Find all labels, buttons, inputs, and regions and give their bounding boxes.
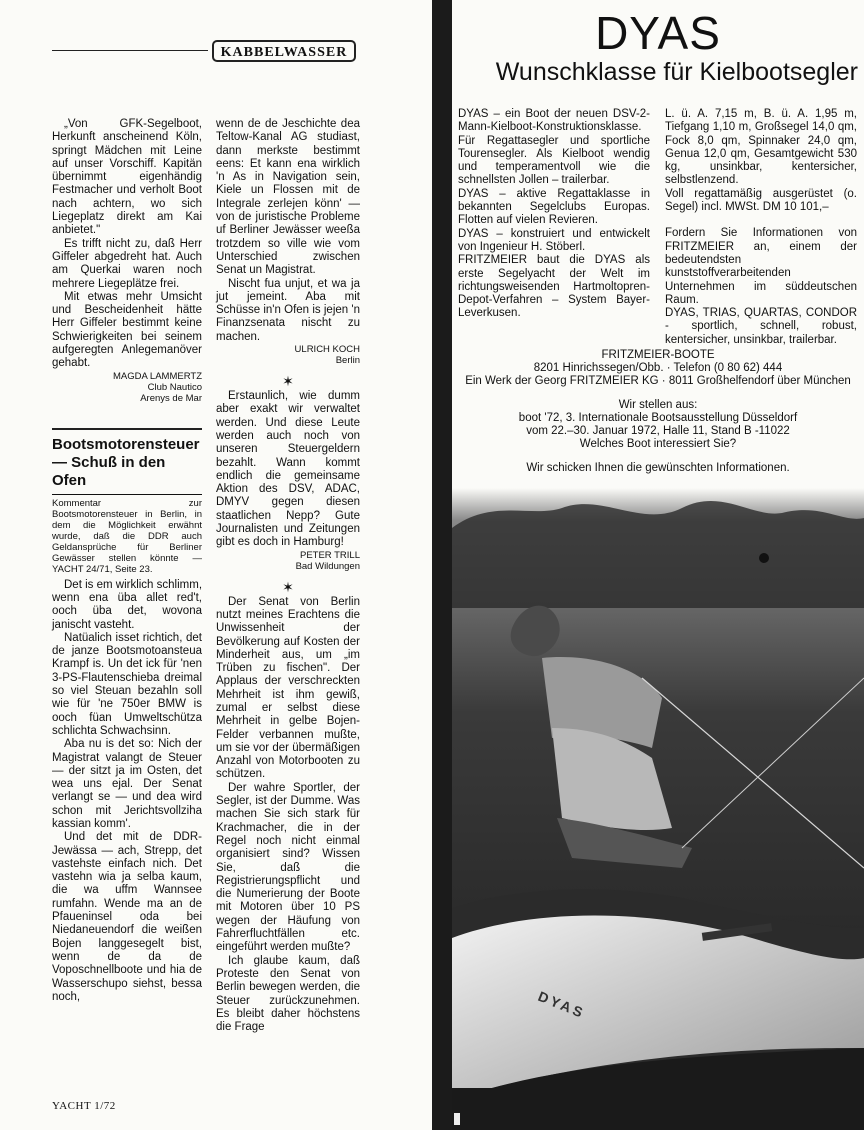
section-label: KABBELWASSER (212, 40, 356, 62)
paragraph: Erstaunlich, wie dumm aber exakt wir verwaltet werden. Und diese Leute werden auch noch von unseren Steuergeldern bezahlt. Wann kommt endlich die gemeinsame Aktion des DSV, ADAC, DMYV gegen diesen staatlichen Nepp? Gute Journalisten und Zeitungen gibt es doch in Hamburg! (216, 390, 360, 549)
separator-star: ✶ (282, 373, 294, 390)
ad-paragraph: DYAS – aktive Regattaklasse in bekannten Segelclubs Europas. Flotten auf vielen Revieren. (458, 187, 650, 227)
sailing-photo-graphic (452, 488, 864, 1130)
paragraph: Der Senat von Berlin nutzt meines Erachtens die Unwissenheit der Bevölkerung auf Kosten der Minderheit aus, um „im Trüben zu fischen". Der Applaus der verschreckten Mehrheit ist ihm gewiß, zumal er selbst diese Mehrheit in gelbe Bojen-Felder verbannen mußte, um sie vor der übermäßigen Anzahl von Motorbooten zu schützen. (216, 595, 360, 781)
page-folio: YACHT 1/72 (52, 1100, 116, 1112)
page-gutter (432, 0, 452, 1130)
signature (216, 344, 360, 366)
company-name: FRITZMEIER-BOOTE (601, 349, 715, 361)
signature-line: Berlin (335, 355, 360, 367)
show-heading: Wir stellen aus: (618, 399, 698, 411)
article-intro: Kommentar zur Bootsmotorensteuer in Berlin, in dem die Möglichkeit erwähnt wurde, daß die DDR auch Geldansprüche für Berliner Gewässer stellen könnte — YACHT 24/71, Seite 23. (52, 494, 202, 575)
paragraph: „Von GFK-Segelboot, Herkunft anscheinend Köln, springt Mädchen mit Leine auf unser Vorschiff. Kapitän übernimmt eigenhändig Festmacher und verholt Boot nach achtern, wo sich Liegeplatz direkt am Kai anbietet." (52, 118, 202, 237)
ad-paragraph: Fordern Sie Informationen von FRITZMEIER an, einem der bedeutendsten kunststoffverarbeitenden Unternehmen im süddeutschen Raum. (665, 227, 857, 306)
ad-paragraph: DYAS – konstruiert und entwickelt von Ingenieur H. Stöberl. (458, 227, 650, 253)
show-name: boot '72, 3. Internationale Bootsausstellung Düsseldorf (518, 412, 798, 424)
signature-name: MAGDA LAMMERTZ (112, 370, 202, 382)
company-group: Ein Werk der Georg FRITZMEIER KG · 8011 Großhelfendorf über München (465, 375, 851, 387)
left-column-1 (52, 118, 202, 1004)
left-column-2 (216, 118, 360, 1034)
ad-paragraph: FRITZMEIER baut die DYAS als erste Segelyacht der Welt im richtungsweisenden Hartmoltopren-Depot-Verfahren – System Bayer-Leverkusen. (458, 254, 650, 320)
ad-paragraph: L. ü. A. 7,15 m, B. ü. A. 1,95 m, Tiefgang 1,10 m, Großsegel 14,0 qm, Fock 8,0 qm, Spinnaker 24,0 qm, Genua 12,0 qm, Gesamtgewicht 530 kg, unsinkbar, kentersicher, selbstlenzend. (665, 108, 857, 187)
paragraph: Und det mit de DDR-Jewässa — ach, Strepp, det vastehste einfach nich. Det vastehn wia ja selba kaum, die wa uffm Wannsee rumfahn. Wende ma an de Pfaueninsel oda bei Niedaneuendorf die weißen Bojen langgesegelt bist, wenn de da de Voposchnellboote und hia de Wasserschupo siehst, bessa noch, (52, 831, 202, 1003)
paragraph: Es trifft nicht zu, daß Herr Giffeler abgedreht hat. Auch am Querkai waren noch mehrere Liegeplätze frei. (52, 237, 202, 290)
signature-name: PETER TRILL (299, 549, 360, 561)
signature (52, 371, 202, 404)
ad-column-2 (665, 108, 857, 347)
signature-line: Club Nautico (147, 381, 202, 393)
ad-paragraph: DYAS, TRIAS, QUARTAS, CONDOR - sportlich, schnell, robust, kentersicher, unsinkbar, trailerbar. (665, 307, 857, 346)
paragraph: Mit etwas mehr Umsicht und Bescheidenheit hätte Herr Giffeler bestimmt keine Schwierigkeiten bei seinem aufgeregten Anlegemanöver gehabt. (52, 290, 202, 370)
company-address: 8201 Hinrichssegen/Obb. · Telefon (0 80 62) 444 (533, 362, 783, 374)
hull-lettering: DYAS (535, 987, 588, 1022)
signature-line: Bad Wildungen (295, 560, 360, 572)
paragraph: Aba nu is det so: Nich der Magistrat valangt de Steuer — der sitzt ja im Osten, det wea uns ejal. Der Senat verlangt se — und dea wird schon mit Jerichtsvollziha kassian komm'. (52, 738, 202, 830)
show-question: Welches Boot interessiert Sie? (579, 438, 737, 450)
ad-paragraph: Voll regattamäßig ausgerüstet (o. Segel) incl. MWSt. DM 10 101,– (665, 187, 857, 214)
paragraph: Natüalich isset richtich, det de janze Bootsmotoansteua Krampf is. Un det ick für 'nen 3-PS-Flautenschieba dreimal so viel Steuan bezahln soll wie für 'ne 750er BMW is ooch füan Umweltschützа schlichta Schwachsinn. (52, 631, 202, 737)
closing-line: Wir schicken Ihnen die gewünschten Informationen. (526, 462, 790, 474)
ad-title: DYAS (595, 7, 721, 59)
paragraph: wenn de de Jeschichte dea Teltow-Kanal AG studiast, dann merkste bestimmt eens: Et kann ena wirklich 'n As in Navigation sein, Kiele un Flossen mit de Integrale zerlejen könn' — von de juristische Probleme uf Berliner Jewässer weeßa trotzdem so ville wie vom Unterschied zwischen Senat un Magistrat. (216, 118, 360, 277)
sailing-photo (452, 488, 864, 1130)
paragraph: Der wahre Sportler, der Segler, ist der Dumme. Was machen Sie sich stark für Krachmacher, die in der Regel noch nicht einmal organisiert sind? Wissen Sie, daß die Registrierungspflicht und die Numerierung der Boote mit Motoren über 10 PS wegen der Häufung von Fahrerfluchtfällen etc. eingeführt werden mußte? (216, 781, 360, 954)
paragraph: Nischt fua unjut, et wa ja jut jemeint. Aba mit Schüsse in'n Ofen is jejen 'n Finanzsenata nischt zu machen. (216, 277, 360, 343)
signature-line: Arenys de Mar (140, 392, 202, 404)
ad-paragraph: DYAS – ein Boot der neuen DSV-2-Mann-Kielboot-Konstruktionsklasse. Für Regattasegler und sportliche Tourensegler. Als Kielboot wendig und temperamentvoll wie die schnellsten Jollen – trailerbar. (458, 108, 650, 187)
ad-subtitle: Wunschklasse für Kielbootsegler (495, 58, 858, 86)
article-title: Bootsmotorensteuer — Schuß in den Ofen (52, 435, 200, 489)
paragraph: Det is em wirklich schlimm, wenn ena üba allet red't, ooch üba det, wovona janischt vasteht. (52, 578, 203, 631)
signature-name: ULRICH KOCH (294, 344, 360, 356)
section-rule (52, 428, 202, 430)
paragraph: Ich glaube kaum, daß Proteste den Senat von Berlin bewegen werden, die Steuer zurückzunehmen. Es bleibt daher höchstens die Frage (216, 954, 360, 1034)
ad-column-1 (458, 108, 650, 321)
show-dates: vom 22.–30. Januar 1972, Halle 11, Stand B -11022 (526, 425, 790, 437)
separator-star: ✶ (282, 578, 294, 595)
header-rule (52, 50, 208, 51)
signature (216, 550, 360, 572)
